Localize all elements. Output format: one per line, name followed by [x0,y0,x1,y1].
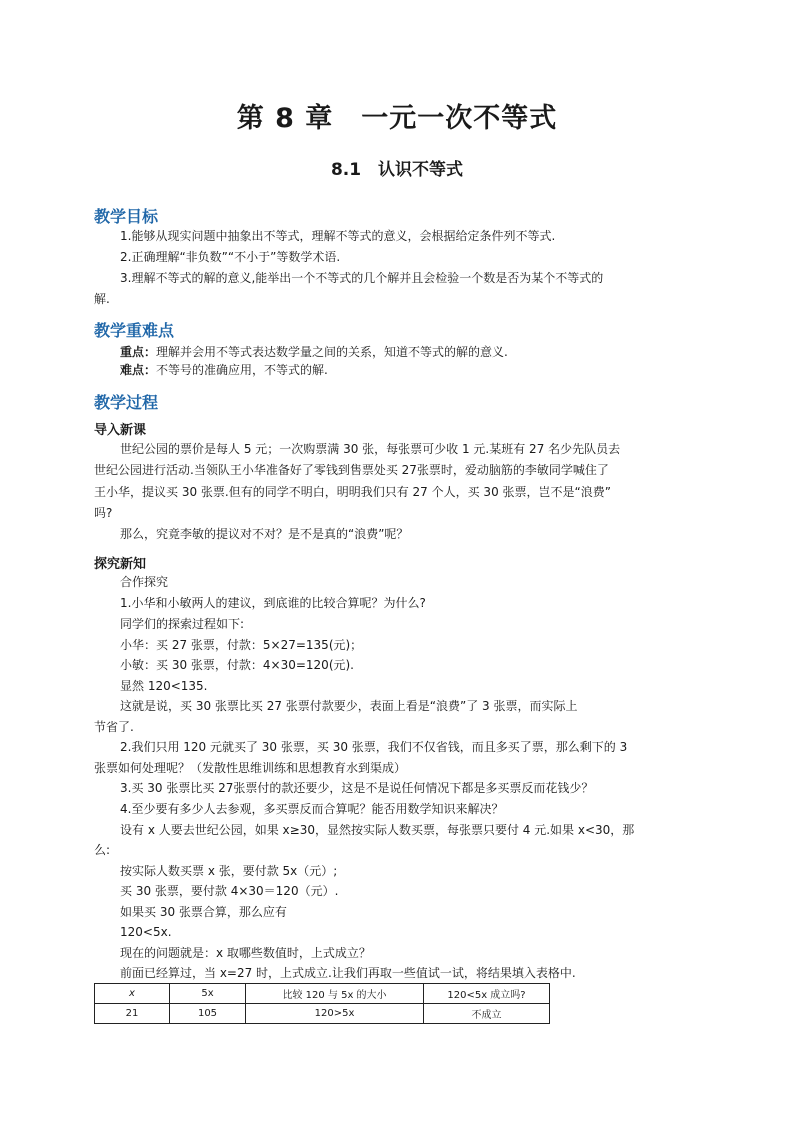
explore-line: 如果买 30 张票合算，那么应有 [120,905,287,919]
table-cell: 120>5x [246,1004,424,1024]
table-cell: 21 [95,1004,170,1024]
explore-line: 节省了. [94,720,134,734]
intro-paragraph-line: 世纪公园的票价是每人 5 元；一次购票满 30 张，每张票可少收 1 元.某班有 27 名少先队员去 [120,442,621,456]
goal-item: 1.能够从现实问题中抽象出不等式，理解不等式的意义，会根据给定条件列不等式. [120,229,556,243]
explore-line: 现在的问题就是：x 取哪些数值时，上式成立？ [120,946,371,960]
key-point-label: 重点： [120,345,157,359]
chapter-title: 第 8 章 一元一次不等式 [236,103,558,134]
table-header-row [95,984,550,1004]
explore-line: 设有 x 人要去世纪公园，如果 x≥30，显然按实际人数买票，每张票只要付 4 元.如果 x<30，那 [120,823,635,837]
explore-line: 这就是说，买 30 张票比买 27 张票付款要少，表面上看是“浪费”了 3 张票，而实际上 [120,699,578,713]
explore-line: 前面已经算过，当 x=27 时，上式成立.让我们再取一些值试一试，将结果填入表格中. [120,966,576,980]
explore-line: 4.至少要有多少人去参观，多买票反而合算呢？能否用数学知识来解决？ [120,802,504,816]
explore-line: 2.我们只用 120 元就买了 30 张票，买 30 张票，我们不仅省钱，而且多买了票，那么剩下的 3 [120,740,628,754]
intro-question: 那么，究竟李敏的提议对不对？是不是真的“浪费”呢？ [120,527,409,541]
keypoints-heading: 教学重难点 [94,321,175,340]
explore-line: 买 30 张票，要付款 4×30＝120（元）. [120,884,339,898]
table-cell: 105 [170,1004,246,1024]
goal-item: 3.理解不等式的解的意义,能举出一个不等式的几个解并且会检验一个数是否为某个不等式的 [120,271,604,285]
explore-line: 合作探究 [120,575,169,589]
explore-line: 3.买 30 张票比买 27张票付的款还要少，这是不是说任何情况下都是多买票反而花钱少？ [120,781,594,795]
goal-item: 解. [94,292,110,306]
goal-item: 2.正确理解“非负数”“不小于”等数学术语. [120,250,341,264]
explore-line: 120<5x. [120,925,172,939]
table-row [95,1004,550,1024]
table-cell: 不成立 [424,1004,550,1024]
table-header-cell: 120<5x 成立吗? [424,984,550,1004]
goals-heading: 教学目标 [94,207,159,226]
explore-line: 同学们的探索过程如下: [120,617,245,631]
explore-line: 按实际人数买票 x 张，要付款 5x（元）; [120,864,338,878]
process-heading: 教学过程 [94,393,159,412]
explore-line: 小华：买 27 张票，付款：5×27=135(元)； [120,638,363,652]
key-point [120,343,508,361]
explore-line: 么: [94,843,111,857]
table-header-cell: x [95,984,170,1004]
table-header-cell: 5x [170,984,246,1004]
explore-heading: 探究新知 [94,557,147,572]
explore-line: 张票如何处理呢？（发散性思维训练和思想教育水到渠成） [94,761,407,775]
difficulty-text: 不等号的准确应用，不等式的解. [156,363,328,377]
explore-line: 显然 120<135. [120,679,208,693]
intro-paragraph-line: 吗? [94,506,113,520]
section-title: 8.1 认识不等式 [330,160,464,180]
intro-paragraph-line: 世纪公园进行活动.当领队王小华准备好了零钱到售票处买 27张票时，爱动脑筋的李敏同学喊住了 [94,463,609,477]
table-header-cell: 比较 120 与 5x 的大小 [246,984,424,1004]
explore-line: 小敏：买 30 张票，付款：4×30=120(元). [120,658,354,672]
key-point-text: 理解并会用不等式表达数学量之间的关系，知道不等式的解的意义. [156,345,508,359]
explore-line: 1.小华和小敏两人的建议，到底谁的比较合算呢？为什么? [120,596,426,610]
trial-values-table [94,983,550,1024]
intro-heading: 导入新课 [94,423,147,438]
difficulty-label: 难点： [120,363,157,377]
intro-paragraph-line: 王小华，提议买 30 张票.但有的同学不明白，明明我们只有 27 个人，买 30 张票，岂不是“浪费” [94,485,611,499]
difficulty-point [120,361,328,379]
